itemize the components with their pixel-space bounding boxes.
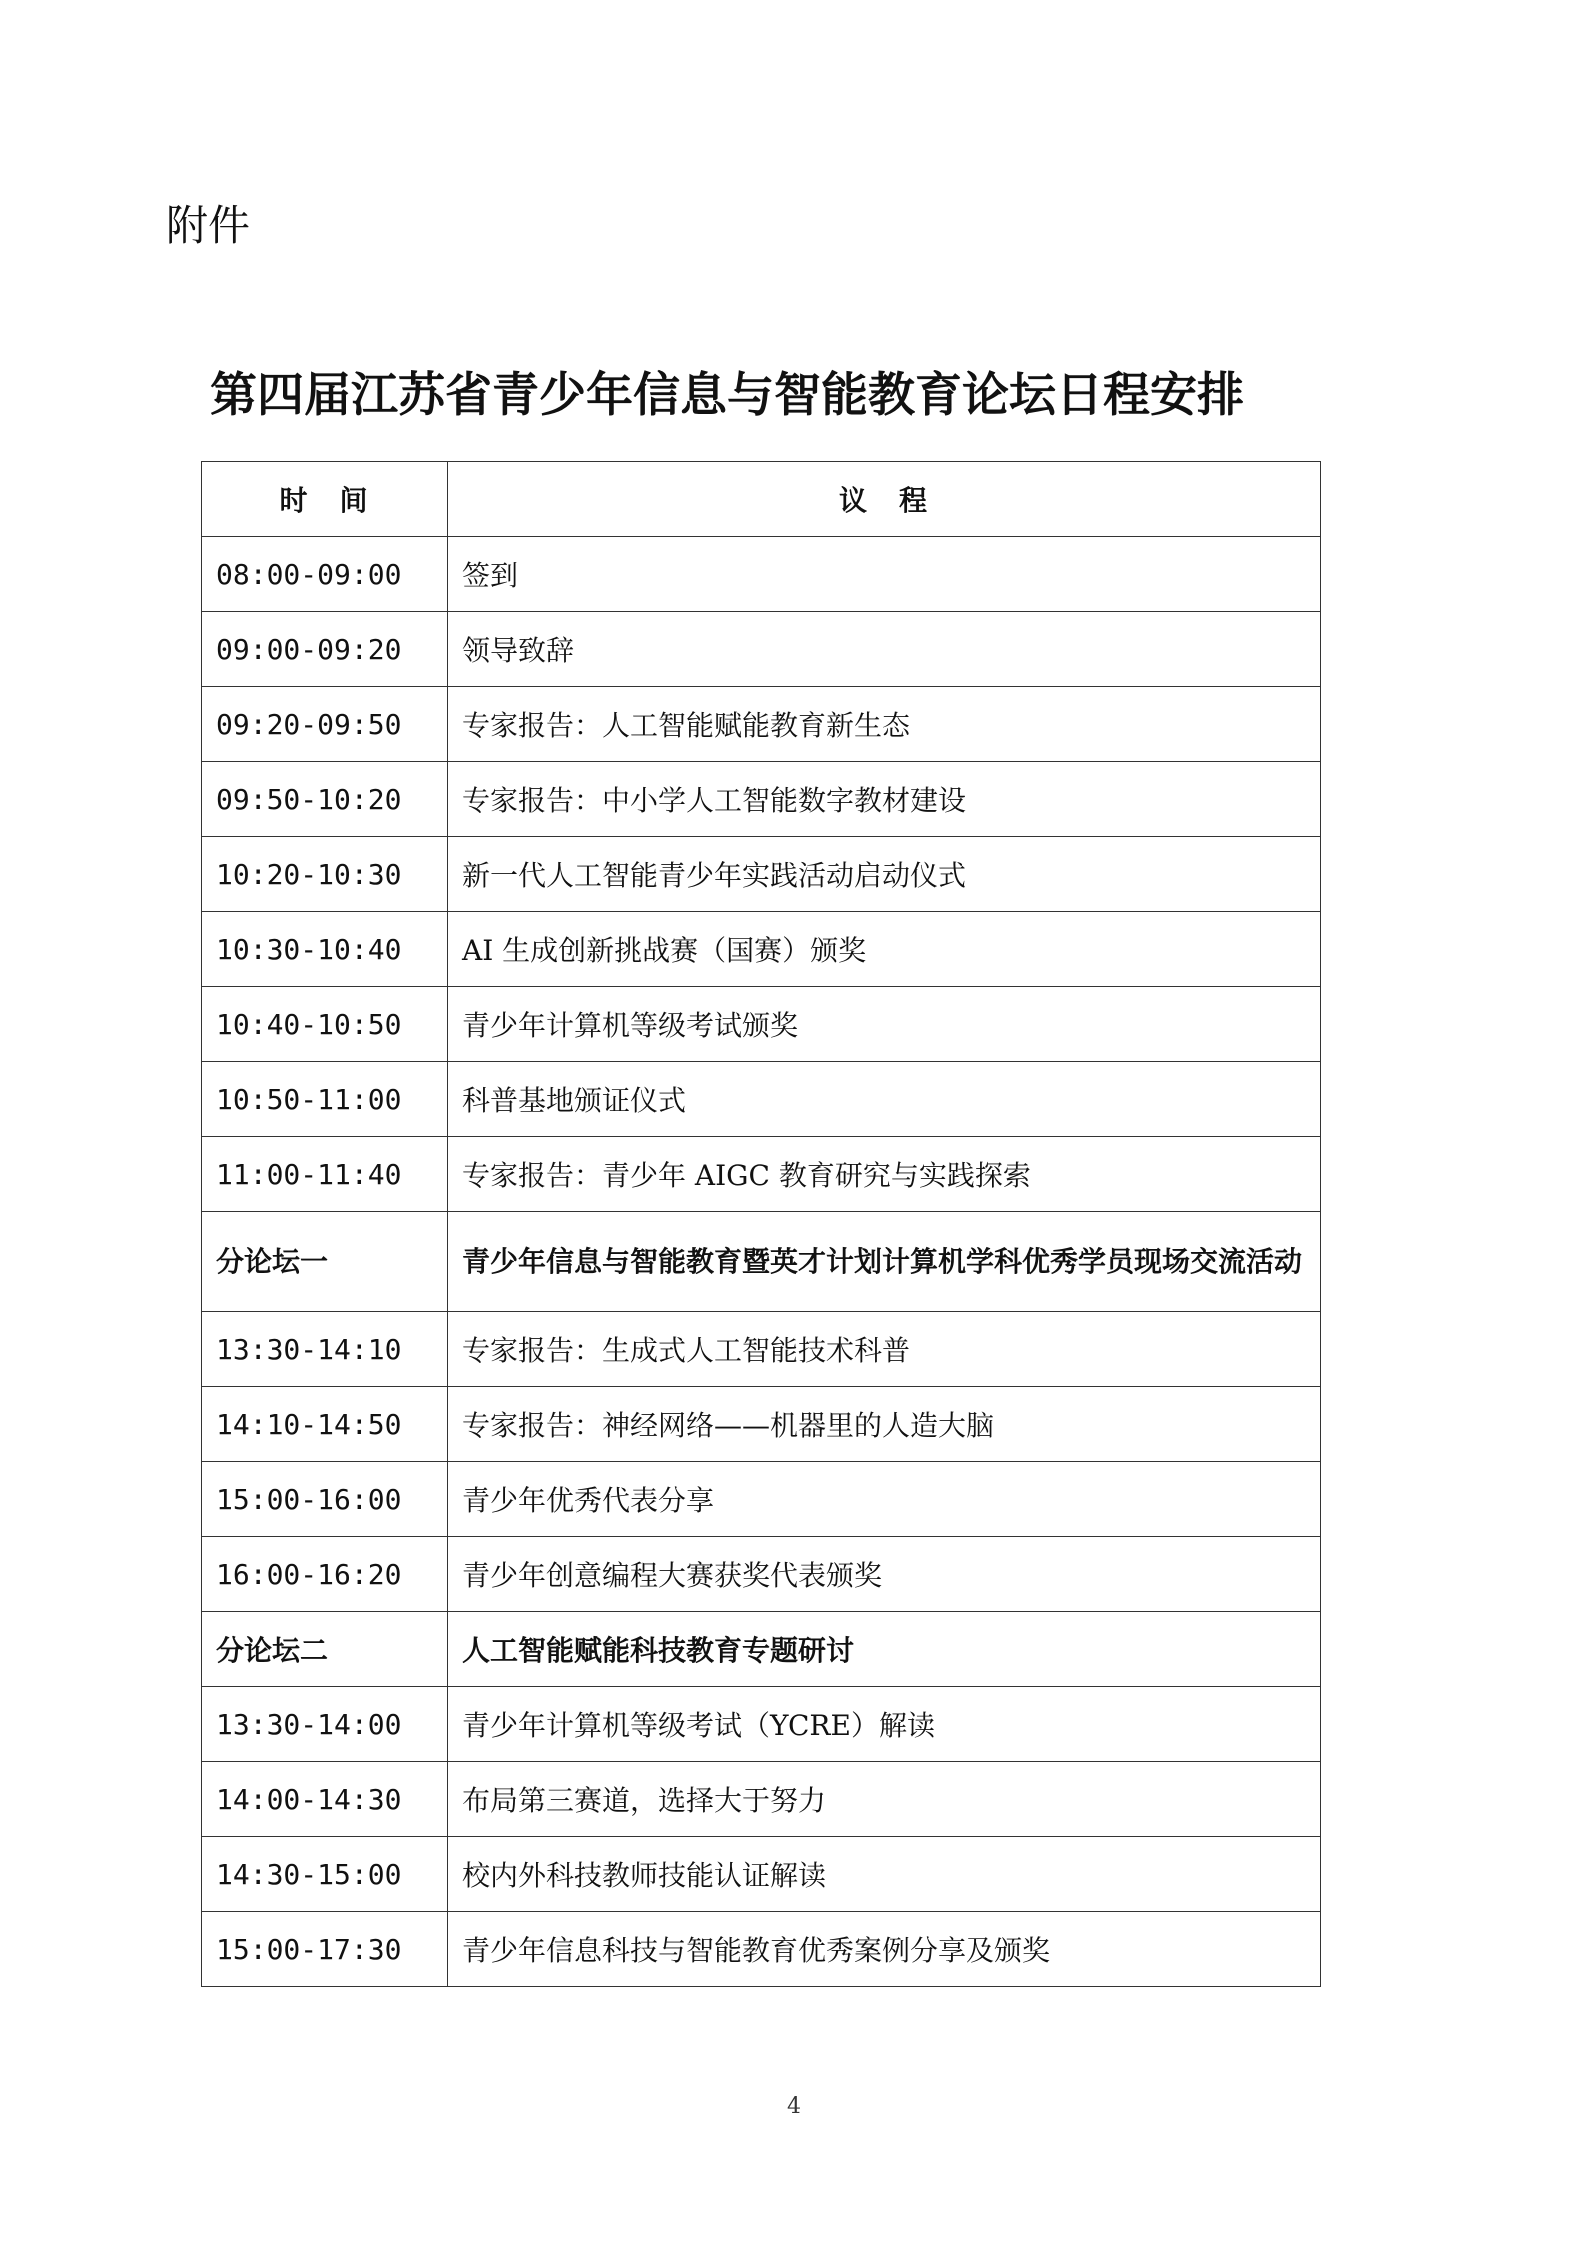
time-cell: 10:30-10:40 — [202, 912, 448, 987]
forum-name-cell: 分论坛二 — [202, 1612, 448, 1687]
forum-section-row — [202, 1612, 1321, 1687]
table-row — [202, 837, 1321, 912]
page-number: 4 — [787, 2094, 801, 2119]
agenda-cell: 新一代人工智能青少年实践活动启动仪式 — [448, 837, 1321, 912]
page-title: 第四届江苏省青少年信息与智能教育论坛日程安排 — [210, 368, 1244, 423]
time-cell: 10:20-10:30 — [202, 837, 448, 912]
time-cell: 14:30-15:00 — [202, 1837, 448, 1912]
time-cell: 08:00-09:00 — [202, 537, 448, 612]
attachment-label: 附件 — [166, 201, 251, 250]
table-row — [202, 687, 1321, 762]
table-row — [202, 1762, 1321, 1837]
agenda-cell: 青少年创意编程大赛获奖代表颁奖 — [448, 1537, 1321, 1612]
agenda-cell: 专家报告：人工智能赋能教育新生态 — [448, 687, 1321, 762]
agenda-cell: 专家报告：生成式人工智能技术科普 — [448, 1312, 1321, 1387]
table-row — [202, 1387, 1321, 1462]
table-row — [202, 762, 1321, 837]
time-cell: 15:00-16:00 — [202, 1462, 448, 1537]
table-row — [202, 1312, 1321, 1387]
table-row — [202, 1837, 1321, 1912]
agenda-cell: 领导致辞 — [448, 612, 1321, 687]
table-row — [202, 612, 1321, 687]
agenda-cell: 布局第三赛道，选择大于努力 — [448, 1762, 1321, 1837]
time-cell: 10:50-11:00 — [202, 1062, 448, 1137]
table-row — [202, 1687, 1321, 1762]
table-row — [202, 1462, 1321, 1537]
time-cell: 09:50-10:20 — [202, 762, 448, 837]
table-row — [202, 1137, 1321, 1212]
table-header-row — [202, 462, 1321, 537]
agenda-cell: 青少年计算机等级考试（YCRE）解读 — [448, 1687, 1321, 1762]
table-row — [202, 1537, 1321, 1612]
agenda-cell: 专家报告：青少年 AIGC 教育研究与实践探索 — [448, 1137, 1321, 1212]
agenda-cell: 专家报告：中小学人工智能数字教材建设 — [448, 762, 1321, 837]
time-cell: 09:20-09:50 — [202, 687, 448, 762]
agenda-cell: 青少年优秀代表分享 — [448, 1462, 1321, 1537]
forum-topic-cell: 青少年信息与智能教育暨英才计划计算机学科优秀学员现场交流活动 — [448, 1212, 1321, 1312]
time-cell: 14:10-14:50 — [202, 1387, 448, 1462]
time-cell: 10:40-10:50 — [202, 987, 448, 1062]
agenda-cell: 专家报告：神经网络——机器里的人造大脑 — [448, 1387, 1321, 1462]
table-row — [202, 912, 1321, 987]
agenda-cell: 青少年计算机等级考试颁奖 — [448, 987, 1321, 1062]
time-column-header: 时 间 — [202, 462, 448, 537]
time-cell: 14:00-14:30 — [202, 1762, 448, 1837]
agenda-cell: 校内外科技教师技能认证解读 — [448, 1837, 1321, 1912]
time-cell: 09:00-09:20 — [202, 612, 448, 687]
agenda-cell: AI 生成创新挑战赛（国赛）颁奖 — [448, 912, 1321, 987]
table-row — [202, 1912, 1321, 1987]
agenda-cell: 签到 — [448, 537, 1321, 612]
time-cell: 11:00-11:40 — [202, 1137, 448, 1212]
forum-section-row — [202, 1212, 1321, 1312]
schedule-table — [201, 461, 1321, 1987]
schedule-body — [202, 537, 1321, 1987]
time-cell: 13:30-14:10 — [202, 1312, 448, 1387]
time-cell: 13:30-14:00 — [202, 1687, 448, 1762]
table-row — [202, 537, 1321, 612]
agenda-cell: 科普基地颁证仪式 — [448, 1062, 1321, 1137]
forum-topic-cell: 人工智能赋能科技教育专题研讨 — [448, 1612, 1321, 1687]
time-cell: 15:00-17:30 — [202, 1912, 448, 1987]
table-row — [202, 1062, 1321, 1137]
time-cell: 16:00-16:20 — [202, 1537, 448, 1612]
agenda-cell: 青少年信息科技与智能教育优秀案例分享及颁奖 — [448, 1912, 1321, 1987]
agenda-column-header: 议 程 — [448, 462, 1321, 537]
table-row — [202, 987, 1321, 1062]
forum-name-cell: 分论坛一 — [202, 1212, 448, 1312]
